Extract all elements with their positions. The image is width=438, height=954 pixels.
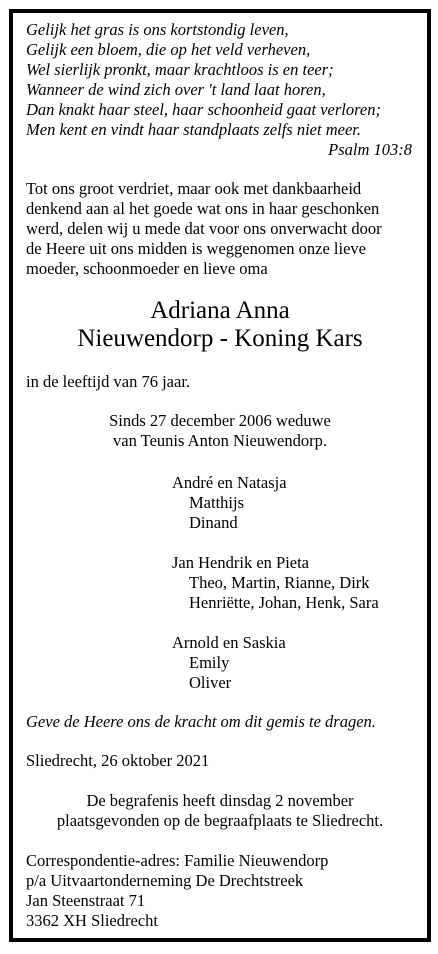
intro-line: moeder, schoonmoeder en lieve oma xyxy=(26,259,268,278)
intro-line: werd, delen wij u mede dat voor ons onverwacht door xyxy=(26,219,382,238)
deceased-first-names: Adriana Anna xyxy=(150,297,290,324)
family-parents: Jan Hendrik en Pieta xyxy=(172,553,310,572)
family-child: Theo, Martin, Rianne, Dirk xyxy=(189,573,370,592)
family-child: Henriëtte, Johan, Henk, Sara xyxy=(189,593,379,612)
correspondence-line: 3362 XH Sliedrecht xyxy=(26,911,158,930)
family-child: Oliver xyxy=(189,673,232,692)
poem-line: Wel sierlijk pronkt, maar krachtloos is en teer; xyxy=(26,60,334,79)
prayer-line: Geve de Heere ons de kracht om dit gemis te dragen. xyxy=(26,712,376,731)
age-line: in de leeftijd van 76 jaar. xyxy=(26,372,191,391)
family-child: Matthijs xyxy=(189,493,245,512)
poem-line: Dan knakt haar steel, haar schoonheid gaat verloren; xyxy=(26,100,381,119)
widow-line: van Teunis Anton Nieuwendorp. xyxy=(113,431,327,450)
correspondence-line: p/a Uitvaartonderneming De Drechtstreek xyxy=(26,871,304,890)
poem-line: Gelijk een bloem, die op het veld verheven, xyxy=(26,40,311,59)
funeral-line: plaatsgevonden op de begraafplaats te Sliedrecht. xyxy=(56,811,384,830)
funeral-line: De begrafenis heeft dinsdag 2 november xyxy=(86,791,354,810)
poem-line: Men kent en vindt haar standplaats zelfs niet meer. xyxy=(26,120,361,139)
obituary-frame xyxy=(9,9,431,942)
correspondence-line: Jan Steenstraat 71 xyxy=(26,891,146,910)
correspondence-line: Correspondentie-adres: Familie Nieuwendorp xyxy=(26,851,329,870)
poem-line: Wanneer de wind zich over 't land laat horen, xyxy=(26,80,326,99)
family-parents: André en Natasja xyxy=(172,473,287,492)
intro-line: de Heere uit ons midden is weggenomen onze lieve xyxy=(26,239,366,258)
intro-line: denkend aan al het goede wat ons in haar geschonken xyxy=(26,199,380,218)
family-child: Dinand xyxy=(189,513,238,532)
family-child: Emily xyxy=(189,653,230,672)
intro-line: Tot ons groot verdriet, maar ook met dankbaarheid xyxy=(26,179,362,198)
poem-source: Psalm 103:8 xyxy=(328,140,412,159)
place-date: Sliedrecht, 26 oktober 2021 xyxy=(26,751,210,770)
widow-line: Sinds 27 december 2006 weduwe xyxy=(109,411,331,430)
poem-line: Gelijk het gras is ons kortstondig leven, xyxy=(26,20,289,39)
family-parents: Arnold en Saskia xyxy=(172,633,286,652)
deceased-surnames: Nieuwendorp - Koning Kars xyxy=(77,325,363,352)
